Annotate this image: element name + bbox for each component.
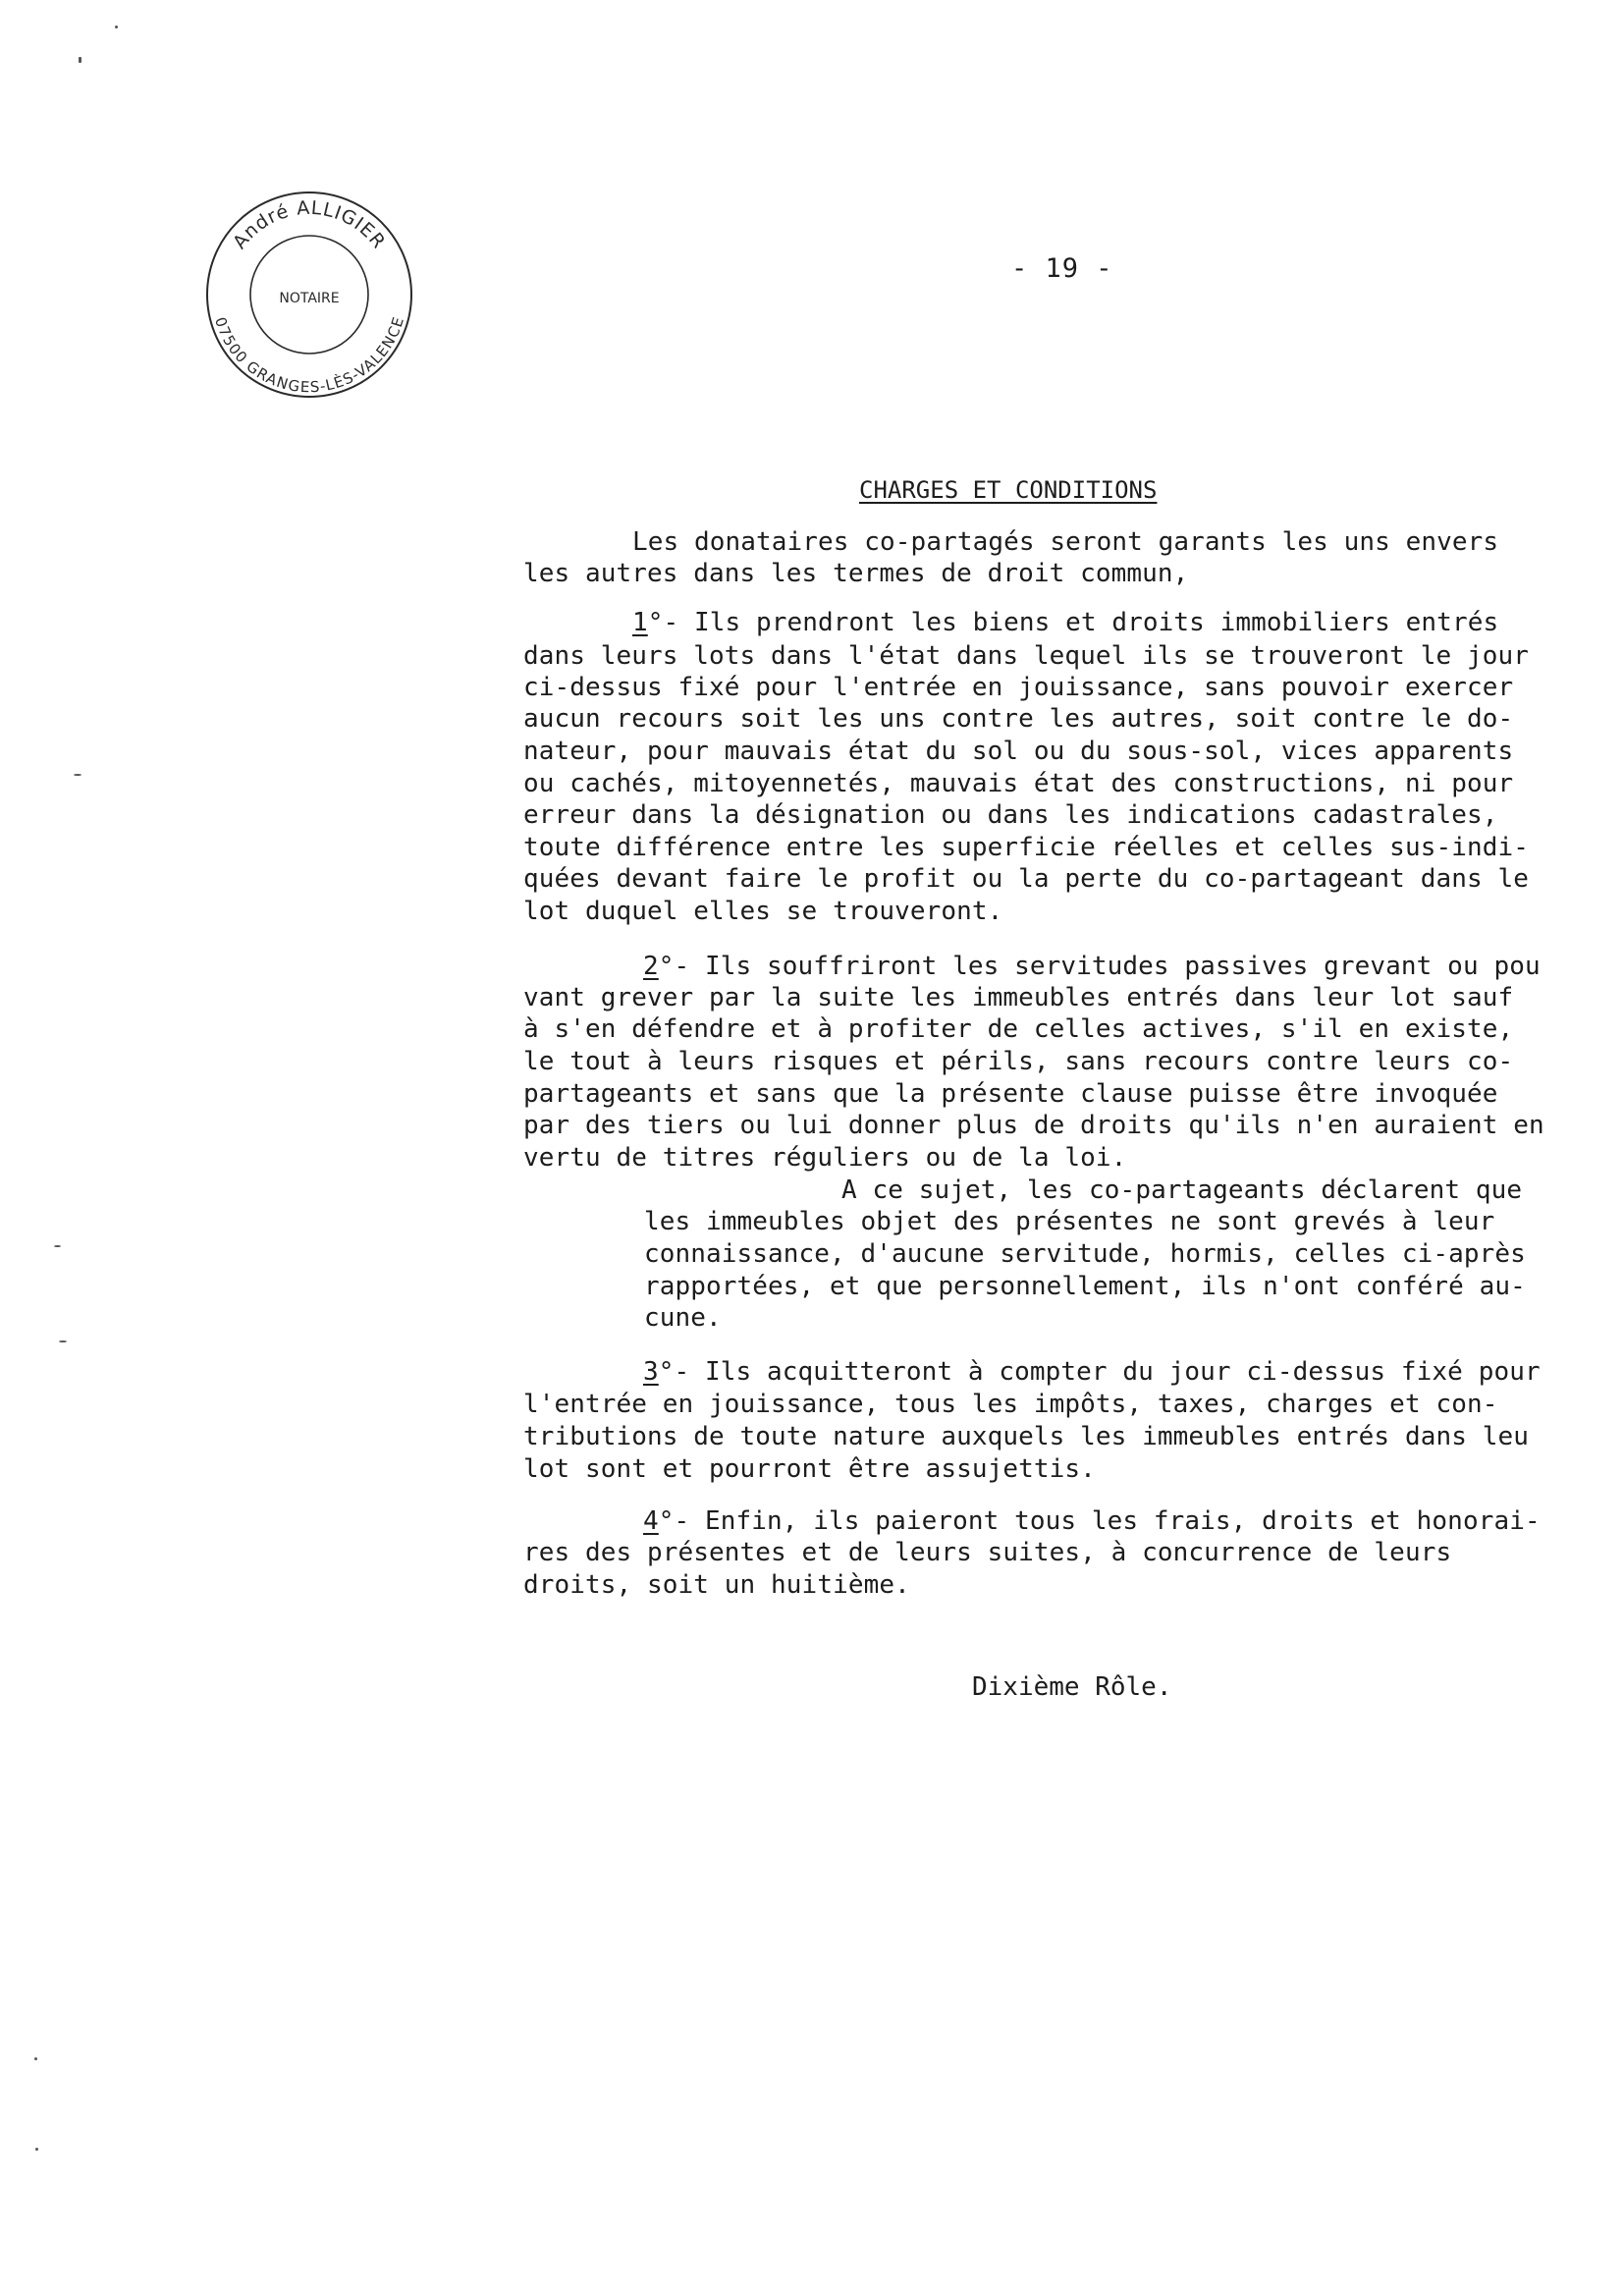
clause-1-line: dans leurs lots dans l'état dans lequel ils se trouveront le jour bbox=[523, 641, 1529, 671]
clause-4-number: 4 bbox=[643, 1506, 659, 1536]
clause-2-line: le tout à leurs risques et périls, sans recours contre leurs co- bbox=[523, 1047, 1514, 1076]
clause-2-sub-line: connaissance, d'aucune servitude, hormis, celles ci-après bbox=[644, 1239, 1526, 1269]
clause-4-line: res des présentes et de leurs suites, à concurrence de leurs bbox=[523, 1538, 1452, 1567]
clause-2-sub-line: rapportées, et que personnellement, ils n'ont conféré au- bbox=[644, 1272, 1526, 1301]
stamp-center-text: NOTAIRE bbox=[279, 291, 340, 306]
scan-speck bbox=[54, 1245, 61, 1247]
clause-4-line: droits, soit un huitième. bbox=[523, 1570, 910, 1600]
scan-speck bbox=[115, 26, 118, 28]
clause-3-first-line bbox=[643, 1357, 1541, 1387]
clause-4-line-text: °- Enfin, ils paieront tous les frais, droits et honorai- bbox=[658, 1506, 1541, 1536]
clause-1-line: nateur, pour mauvais état du sol ou du sous-sol, vices apparents bbox=[523, 737, 1514, 766]
scan-speck bbox=[35, 2148, 38, 2151]
notary-stamp bbox=[201, 187, 417, 403]
clause-1-line: ci-dessus fixé pour l'entrée en jouissance, sans pouvoir exercer bbox=[523, 673, 1514, 702]
clause-1-line: quées devant faire le profit ou la perte du co-partageant dans le bbox=[523, 864, 1529, 894]
clause-2-sub-line: A ce sujet, les co-partageants déclarent que bbox=[841, 1175, 1523, 1205]
clause-4-first-line bbox=[643, 1506, 1541, 1536]
intro-line: les autres dans les termes de droit commun, bbox=[523, 559, 1189, 588]
clause-3-line: tributions de toute nature auxquels les immeubles entrés dans leu bbox=[523, 1422, 1529, 1451]
page-number: - 19 - bbox=[1011, 253, 1113, 284]
clause-1-number: 1 bbox=[632, 608, 648, 637]
clause-2-line: partageants et sans que la présente clause puisse être invoquée bbox=[523, 1079, 1498, 1109]
clause-2-sub-line: les immeubles objet des présentes ne sont grevés à leur bbox=[644, 1207, 1495, 1236]
clause-1-line: toute différence entre les superficie réelles et celles sus-indi- bbox=[523, 833, 1529, 862]
clause-1-first-line bbox=[632, 608, 1498, 637]
clause-1-line: aucun recours soit les uns contre les autres, soit contre le do- bbox=[523, 704, 1514, 734]
scan-speck bbox=[79, 57, 81, 63]
stamp-top-text: André ALLIGIER bbox=[228, 196, 391, 253]
clause-2-line: vant grever par la suite les immeubles entrés dans leur lot sauf bbox=[523, 983, 1514, 1012]
scan-speck bbox=[74, 774, 81, 776]
scan-speck bbox=[34, 2057, 37, 2060]
clause-2-line: par des tiers ou lui donner plus de droits qu'ils n'en auraient en bbox=[523, 1111, 1544, 1140]
stamp-bottom-text: 07500 GRANGES-LÈS-VALENCE bbox=[211, 314, 407, 397]
clause-3-line: lot sont et pourront être assujettis. bbox=[523, 1454, 1096, 1484]
clause-1-line: ou cachés, mitoyennetés, mauvais état des constructions, ni pour bbox=[523, 769, 1514, 798]
clause-3-line: l'entrée en jouissance, tous les impôts, taxes, charges et con- bbox=[523, 1390, 1498, 1419]
scan-speck bbox=[59, 1340, 67, 1342]
intro-line: Les donataires co-partagés seront garants les uns envers bbox=[632, 527, 1499, 557]
role-footer: Dixième Rôle. bbox=[972, 1672, 1172, 1702]
section-heading: CHARGES ET CONDITIONS bbox=[859, 476, 1158, 504]
clause-3-number: 3 bbox=[643, 1357, 659, 1387]
clause-1-line-text: °- Ils prendront les biens et droits immobiliers entrés bbox=[647, 608, 1499, 637]
clause-1-line: lot duquel elles se trouveront. bbox=[523, 897, 1003, 926]
clause-3-line-text: °- Ils acquitteront à compter du jour ci-dessus fixé pour bbox=[658, 1357, 1541, 1387]
clause-2-line: vertu de titres réguliers ou de la loi. bbox=[523, 1143, 1127, 1173]
clause-2-line-text: °- Ils souffriront les servitudes passives grevant ou pou bbox=[658, 952, 1541, 981]
clause-2-first-line bbox=[643, 952, 1541, 981]
clause-2-line: à s'en défendre et à profiter de celles actives, s'il en existe, bbox=[523, 1014, 1514, 1044]
clause-1-line: erreur dans la désignation ou dans les indications cadastrales, bbox=[523, 800, 1498, 830]
clause-2-number: 2 bbox=[643, 952, 659, 981]
clause-2-sub-line: cune. bbox=[644, 1303, 722, 1333]
